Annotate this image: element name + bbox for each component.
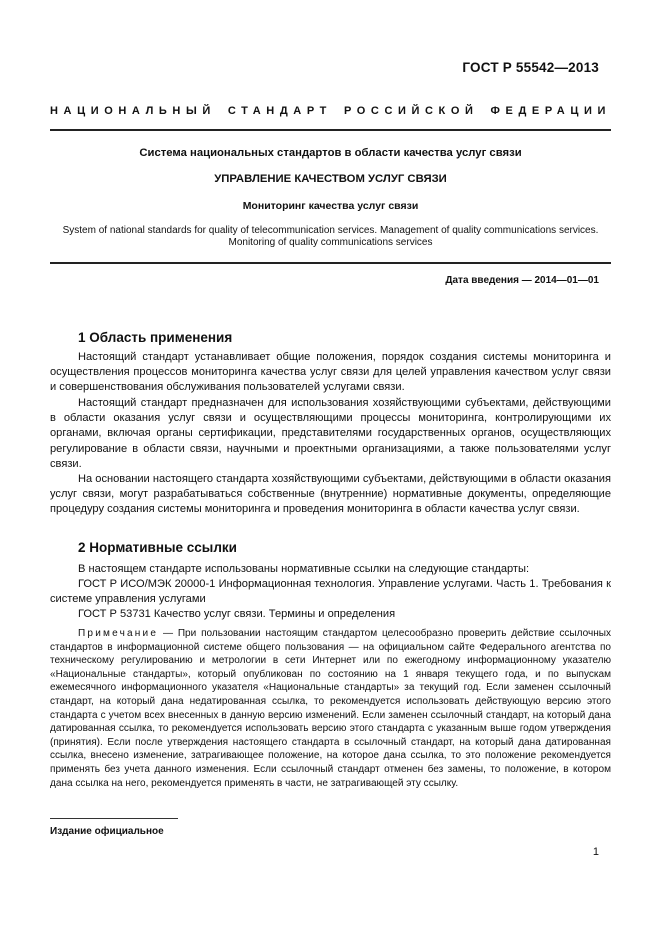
footer-divider	[50, 818, 178, 819]
section-1-paragraph-2: Настоящий стандарт предназначен для использования хозяйствующими субъектами, действующими в области оказания услуг связи и осуществляющими процессы мониторинга, контролирующими их органами, включая органы сертификации, представителями государственных органов, осуществляющих регулирование в области связи, научными и проектными организациями, а также пользователями услуг связи.	[50, 397, 611, 470]
english-title-line-2: Monitoring of quality communications services	[228, 237, 433, 248]
section-1-paragraph-3: На основании настоящего стандарта хозяйствующими субъектами, действующими в области оказания услуг связи, могут разрабатываться собственные (внутренние) нормативные документы, определяющие процедуру создания системы мониторинга и проведения мониторинга в области качества услуг связи.	[50, 473, 611, 516]
introduction-date: Дата введения — 2014—01—01	[445, 275, 599, 286]
title-divider	[50, 262, 611, 264]
note-label: Примечание	[78, 628, 159, 639]
english-title	[40, 225, 621, 249]
system-title: Система национальных стандартов в области качества услуг связи	[139, 147, 522, 159]
top-divider	[50, 129, 611, 131]
section-2-heading: 2 Нормативные ссылки	[78, 540, 237, 555]
section-2-paragraph-1: В настоящем стандарте использованы нормативные ссылки на следующие стандарты:	[78, 563, 530, 575]
section-1-heading: 1 Область применения	[78, 330, 233, 345]
section-1-paragraph-1: Настоящий стандарт устанавливает общие положения, порядок создания системы мониторинга и осуществления процессов мониторинга качества услуг связи для целей управления качеством услуг связи и совершенствования обслуживания пользователей услугами связи.	[50, 351, 611, 394]
reference-1: ГОСТ Р ИСО/МЭК 20000-1 Информационная технология. Управление услугами. Часть 1. Требования к системе управления услугами	[50, 578, 611, 606]
reference-2: ГОСТ Р 53731 Качество услуг связи. Термины и определения	[78, 608, 396, 620]
national-standard-banner: НАЦИОНАЛЬНЫЙ СТАНДАРТ РОССИЙСКОЙ ФЕДЕРАЦИИ	[50, 105, 611, 117]
document-id: ГОСТ Р 55542—2013	[462, 60, 599, 75]
note	[50, 627, 611, 790]
sub-title: Мониторинг качества услуг связи	[242, 200, 419, 212]
note-text: — При пользовании настоящим стандартом целесообразно проверить действие ссылочных стандартов в информационной системе общего пользования — на официальном сайте Федерального агентства по техническому регулированию и метрологии в сети Интернет или по ежегодному информационному указателю «Национальные стандарты», который опубликован по состоянию на 1 января текущего года, и по выпускам ежемесячного информационного указателя «Национальные стандарты» за текущий год. Если заменен ссылочный стандарт, на который дана недатированная ссылка, то рекомендуется использовать действующую версию этого стандарта с учетом всех внесенных в данную версию изменений. Если заменен ссылочный стандарт, на который дана датированная ссылка, то рекомендуется использовать версию этого стандарта с указанным выше годом утверждения (принятия). Если после утверждения настоящего стандарта в ссылочный стандарт, на который дана датированная ссылка, внесено изменение, затрагивающее положение, на которое дана ссылка, то это положение рекомендуется применять без учета данного изменения. Если ссылочный стандарт отменен без замены, то положение, в котором дана ссылка на него, рекомендуется применять в части, не затрагивающей эту ссылку.	[50, 628, 611, 789]
official-edition: Издание официальное	[50, 826, 164, 837]
main-title: УПРАВЛЕНИЕ КАЧЕСТВОМ УСЛУГ СВЯЗИ	[214, 173, 447, 185]
english-title-line-1: System of national standards for quality of telecommunication services. Management of quality communications services.	[62, 225, 599, 236]
page-number: 1	[592, 846, 599, 858]
